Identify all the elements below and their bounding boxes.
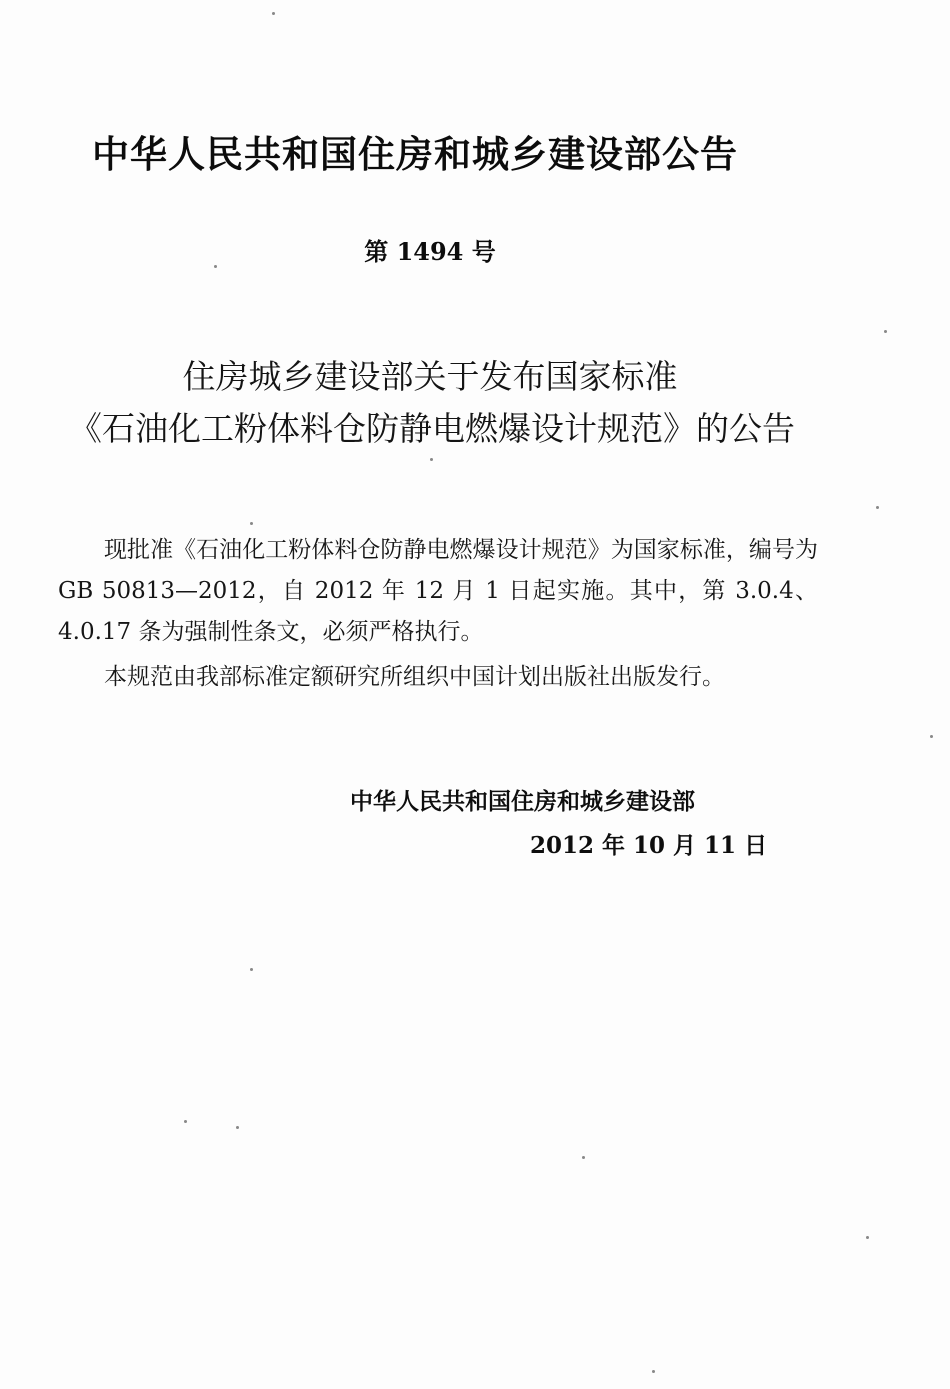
scan-speck — [250, 968, 253, 971]
announcement-heading: 中华人民共和国住房和城乡建设部公告 — [92, 133, 738, 176]
scan-speck — [582, 1156, 585, 1159]
signature-organization: 中华人民共和国住房和城乡建设部 — [350, 789, 695, 815]
announcement-subtitle-line1: 住房城乡建设部关于发布国家标准 — [182, 357, 678, 396]
scan-speck — [930, 735, 933, 738]
scan-speck — [876, 506, 879, 509]
scan-speck — [866, 1236, 869, 1239]
announcement-subtitle-line2: 《石油化工粉体料仓防静电燃爆设计规范》的公告 — [69, 409, 795, 448]
body-paragraph-publication: 本规范由我部标准定额研究所组织中国计划出版社出版发行。 — [104, 664, 725, 690]
body-paragraph-approval: 现批准《石油化工粉体料仓防静电燃爆设计规范》为国家标准，编号为GB 50813—2012，自 2012 年 12 月 1 日起实施。其中，第 3.0.4、4.0.17 条为强制性条文，必须严格执行。 — [58, 537, 818, 645]
scan-speck — [272, 12, 275, 15]
scan-speck — [430, 458, 433, 461]
announcement-number: 第 1494 号 — [364, 237, 496, 266]
scan-speck — [652, 1370, 655, 1373]
scan-speck — [236, 1126, 239, 1129]
scan-speck — [184, 1120, 187, 1123]
scan-speck — [884, 330, 887, 333]
scan-speck — [214, 265, 217, 268]
scan-speck — [250, 522, 253, 525]
signature-date: 2012 年 10 月 11 日 — [530, 832, 768, 859]
